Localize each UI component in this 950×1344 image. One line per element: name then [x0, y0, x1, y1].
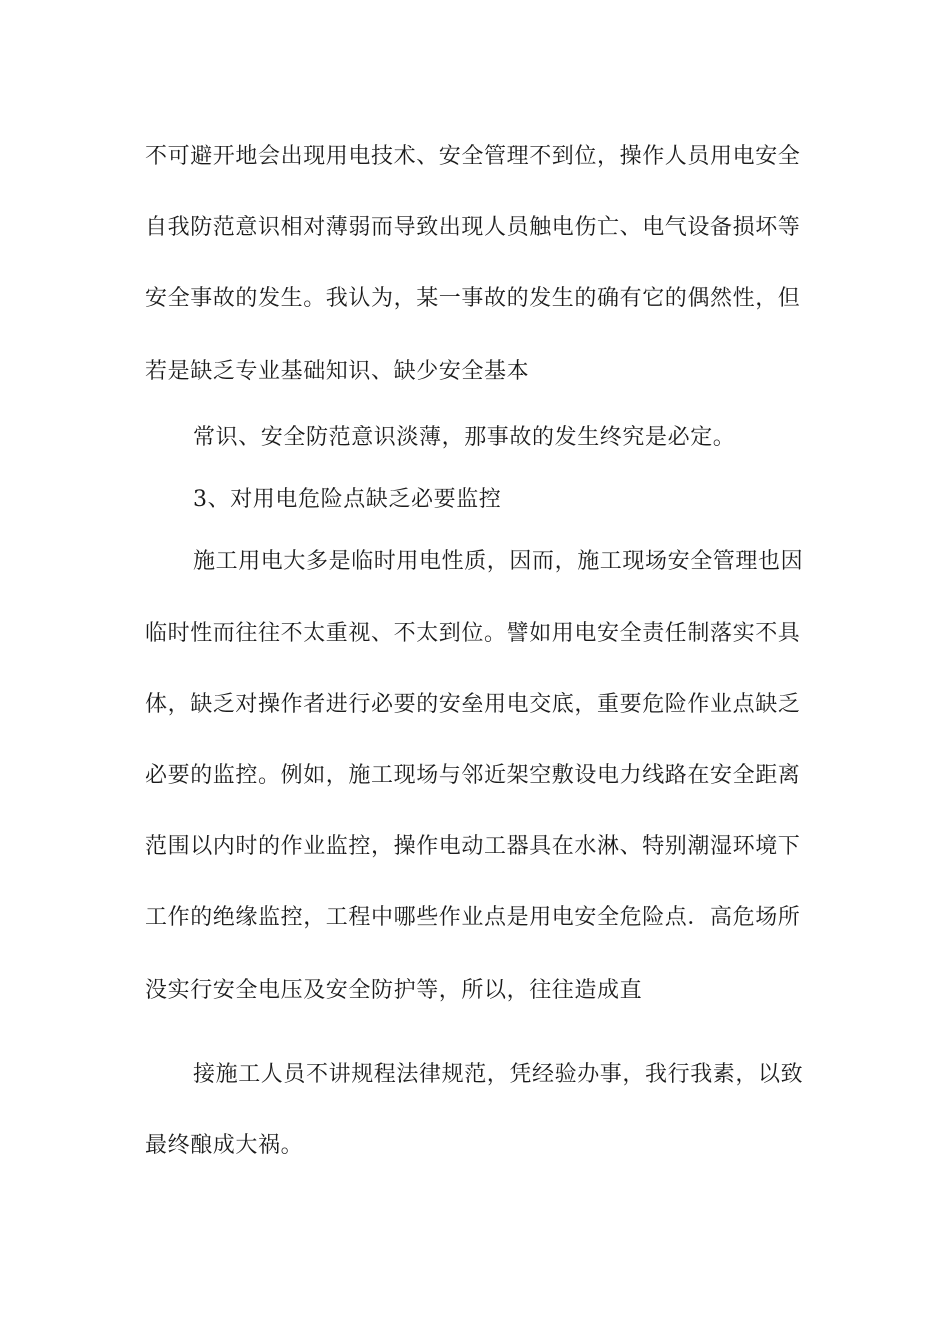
- paragraph-line: 没实行安全电压及安全防护等，所以，往往造成直: [145, 978, 643, 1003]
- paragraph-line: 不可避开地会出现用电技术、安全管理不到位，操作人员用电安全: [145, 144, 801, 169]
- paragraph-line: 范围以内时的作业监控，操作电动工器具在水淋、特别潮湿环境下: [145, 834, 801, 859]
- paragraph-line: 临时性而往往不太重视、不太到位。譬如用电安全责任制落实不具: [145, 621, 801, 646]
- section-heading: 3、对用电危险点缺乏必要监控: [193, 487, 502, 512]
- paragraph-line: 工作的绝缘监控，工程中哪些作业点是用电安全危险点．高危场所: [145, 905, 801, 930]
- paragraph-line: 必要的监控。例如，施工现场与邻近架空敷设电力线路在安全距离: [145, 763, 801, 788]
- paragraph-line: 施工用电大多是临时用电性质，因而，施工现场安全管理也因: [193, 549, 804, 574]
- paragraph-line: 安全事故的发生。我认为，某一事故的发生的确有它的偶然性，但: [145, 286, 801, 311]
- paragraph-line: 接施工人员不讲规程法律规范，凭经验办事，我行我素，以致: [193, 1062, 804, 1087]
- paragraph-line: 若是缺乏专业基础知识、缺少安全基本: [145, 359, 530, 384]
- paragraph-line: 体，缺乏对操作者进行必要的安垒用电交底，重要危险作业点缺乏: [145, 692, 801, 717]
- paragraph-line: 常识、安全防范意识淡薄，那事故的发生终究是必定。: [193, 425, 736, 450]
- paragraph-line: 最终酿成大祸。: [145, 1133, 304, 1158]
- paragraph-line: 自我防范意识相对薄弱而导致出现人员触电伤亡、电气设备损坏等: [145, 215, 801, 240]
